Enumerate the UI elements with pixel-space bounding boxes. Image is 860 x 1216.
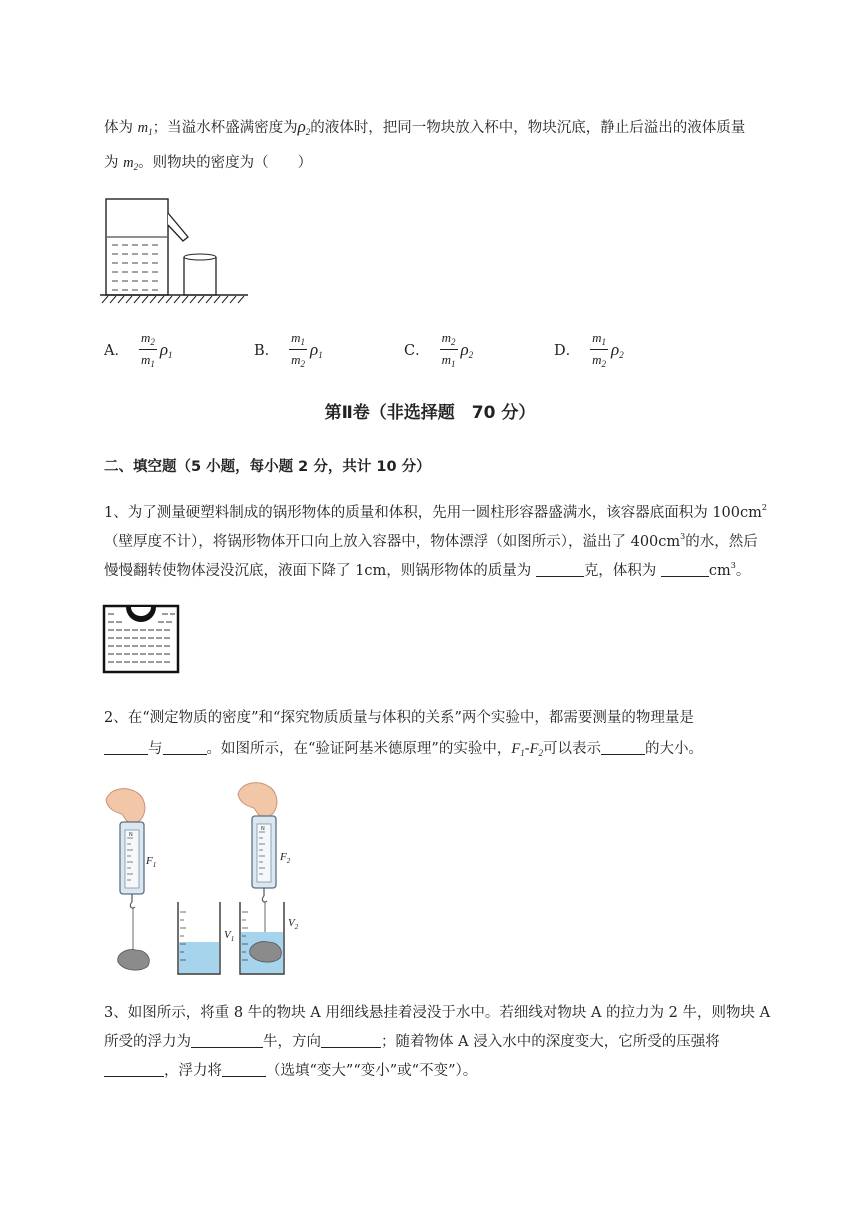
section-title: 第Ⅱ卷（非选择题 70 分） xyxy=(324,403,536,423)
var-m2: $m_2$ xyxy=(123,155,139,172)
answer-blank[interactable] xyxy=(536,562,584,577)
stone-right xyxy=(250,942,282,962)
rho-symbol: $\rho_2$ xyxy=(611,339,624,360)
q3-line3: ，浮力将 （选填“变大”“变小”或“不变”）。 xyxy=(104,1061,477,1081)
archimedes-experiment-figure xyxy=(100,778,320,978)
answer-blank[interactable] xyxy=(601,740,645,755)
svg-text:V2: $V_2$ xyxy=(288,917,299,931)
rho-symbol: $\rho_1$ xyxy=(310,339,323,360)
pot-container-figure xyxy=(102,604,182,676)
part-title: 二、填空题（5 小题，每小题 2 分，共计 10 分） xyxy=(104,459,431,475)
hand-icon xyxy=(106,789,145,823)
var-m1: $m_1$ xyxy=(137,120,153,137)
q1-line2: （壁厚度不计），将锅形物体开口向上放入容器中，物体漂浮（如图所示），溢出了 $400cm^3$的水，然后 xyxy=(104,532,758,550)
var-f2: $F_2$ xyxy=(529,741,543,758)
answer-blank[interactable] xyxy=(163,740,207,755)
q1-line3: 慢慢翻转使物体浸没沉底，液面下降了 1cm，则锅形物体的质量为 克，体积为 $cm^3$。 xyxy=(104,561,751,579)
stone-left xyxy=(118,950,150,970)
option-b[interactable]: B． $\frac{m_1}{m_2}$ $\rho_1$ xyxy=(254,330,323,369)
svg-text:N: N xyxy=(129,832,133,838)
fraction: $\frac{m_1}{m_2}$ xyxy=(592,330,607,369)
svg-text:F2: $F_2$ xyxy=(280,851,291,865)
option-d[interactable]: D． $\frac{m_1}{m_2}$ $\rho_2$ xyxy=(554,330,624,369)
var-f1: $F_1$ xyxy=(511,741,525,758)
svg-text:N: N xyxy=(261,826,265,832)
svg-text:V1: $V_1$ xyxy=(224,929,235,943)
rho-symbol: $\rho_1$ xyxy=(159,339,173,360)
var-rho2: $\rho_2$ xyxy=(297,117,311,137)
hand-icon xyxy=(238,783,277,817)
answer-blank[interactable] xyxy=(104,1062,164,1077)
rho-symbol: $\rho_2$ xyxy=(460,339,474,360)
q1-line1: 1、为了测量硬塑料制成的锅形物体的质量和体积，先用一圆柱形容器盛满水，该容器底面积为 $100cm^2$ xyxy=(104,503,767,521)
overflow-cup-figure xyxy=(98,195,258,307)
answer-blank[interactable] xyxy=(321,1033,381,1048)
fraction: $\frac{m_2}{m_1}$ xyxy=(441,330,456,369)
q2-line2: 与 。如图所示，在“验证阿基米德原理”的实验中，$F_1-F_2$可以表示 的大小。 xyxy=(104,739,703,763)
fraction: $\frac{m_2}{m_1}$ xyxy=(140,330,155,369)
option-a[interactable]: A． $\frac{m_2}{m_1}$ $\rho_1$ xyxy=(104,330,173,369)
answer-blank[interactable] xyxy=(104,740,148,755)
q3-line2: 所受的浮力为 牛，方向 ；随着物体 A 浸入水中的深度变大，它所受的压强将 xyxy=(104,1034,720,1050)
fraction: $\frac{m_1}{m_2}$ xyxy=(291,330,306,369)
answer-blank[interactable] xyxy=(661,562,709,577)
question-text-line: 体为 $m_1$；当溢水杯盛满密度为$\rho_2$的液体时，把同一物块放入杯中，物块沉底，静止后溢出的液体质量 xyxy=(104,117,746,137)
q3-line1: 3、如图所示，将重 8 牛的物块 A 用细线悬挂着浸没于水中。若细线对物块 A 的拉力为 2 牛，则物块 A xyxy=(104,1005,771,1021)
svg-text:F1: $F_1$ xyxy=(146,855,157,869)
option-c[interactable]: C． $\frac{m_2}{m_1}$ $\rho_2$ xyxy=(404,330,474,369)
question-text-line: 为 $m_2$。则物块的密度为（ ） xyxy=(104,155,313,172)
answer-blank[interactable] xyxy=(191,1033,263,1048)
q2-line1: 2、在“测定物质的密度”和“探究物质质量与体积的关系”两个实验中，都需要测量的物理量是 xyxy=(104,710,694,726)
answer-blank[interactable] xyxy=(222,1062,266,1077)
